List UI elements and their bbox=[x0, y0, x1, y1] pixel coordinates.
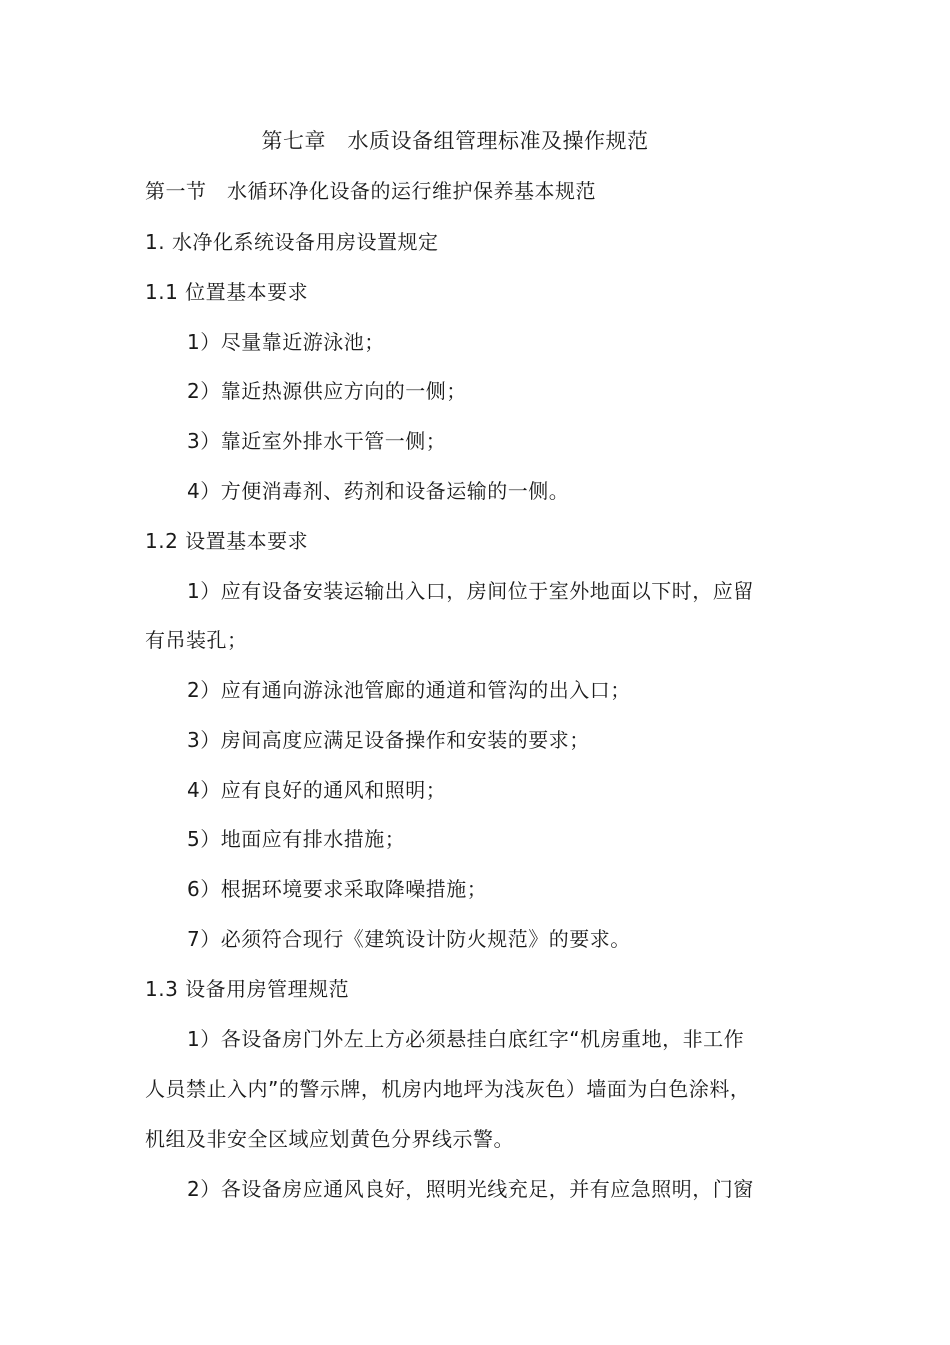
list-item: 1）各设备房门外左上方必须悬挂白底红字“机房重地，非工作 bbox=[187, 1027, 745, 1051]
list-item: 4）方便消毒剂、药剂和设备运输的一侧。 bbox=[187, 479, 570, 503]
chapter-title: 第七章 水质设备组管理标准及操作规范 bbox=[261, 129, 649, 153]
list-item-continuation: 有吊装孔； bbox=[145, 628, 248, 652]
heading-1-2: 1.2 设置基本要求 bbox=[145, 529, 309, 553]
list-item: 2）应有通向游泳池管廊的通道和管沟的出入口； bbox=[187, 678, 631, 702]
list-item: 3）房间高度应满足设备操作和安装的要求； bbox=[187, 728, 590, 752]
heading-1: 1. 水净化系统设备用房设置规定 bbox=[145, 230, 439, 254]
heading-1-1: 1.1 位置基本要求 bbox=[145, 280, 309, 304]
list-item-continuation: 人员禁止入内”的警示牌，机房内地坪为浅灰色）墙面为白色涂料， bbox=[145, 1077, 751, 1101]
list-item: 3）靠近室外排水干管一侧； bbox=[187, 429, 447, 453]
list-item-continuation: 机组及非安全区域应划黄色分界线示警。 bbox=[145, 1127, 514, 1151]
list-item: 4）应有良好的通风和照明； bbox=[187, 778, 447, 802]
list-item: 1）尽量靠近游泳池； bbox=[187, 330, 385, 354]
list-item: 1）应有设备安装运输出入口，房间位于室外地面以下时，应留 bbox=[187, 579, 754, 603]
list-item: 5）地面应有排水措施； bbox=[187, 827, 406, 851]
list-item: 2）各设备房应通风良好，照明光线充足，并有应急照明，门窗 bbox=[187, 1177, 754, 1201]
list-item: 7）必须符合现行《建筑设计防火规范》的要求。 bbox=[187, 927, 631, 951]
section-title: 第一节 水循环净化设备的运行维护保养基本规范 bbox=[145, 179, 596, 203]
list-item: 2）靠近热源供应方向的一侧； bbox=[187, 379, 467, 403]
heading-1-3: 1.3 设备用房管理规范 bbox=[145, 977, 350, 1001]
list-item: 6）根据环境要求采取降噪措施； bbox=[187, 877, 488, 901]
